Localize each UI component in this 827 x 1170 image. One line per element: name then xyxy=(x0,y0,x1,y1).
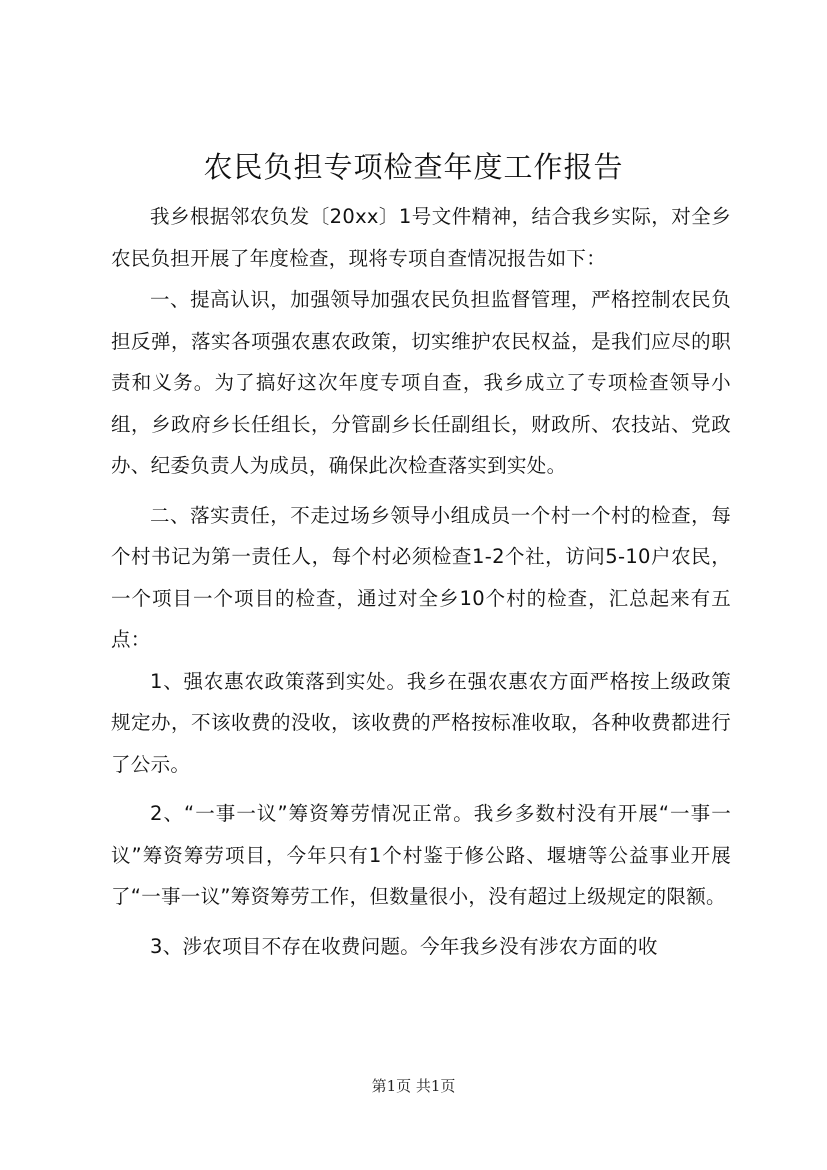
paragraph-point-2: 2、“一事一议”筹资筹劳情况正常。我乡多数村没有开展“一事一议”筹资筹劳项目，今年只有1个村鉴于修公路、堰塘等公益事业开展了“一事一议”筹资筹劳工作，但数量很小，没有超过上级规定的限额。 xyxy=(111,802,731,908)
paragraph-point-1: 1、强农惠农政策落到实处。我乡在强农惠农方面严格按上级政策规定办，不该收费的没收，该收费的严格按标准收取，各种收费都进行了公示。 xyxy=(111,669,731,776)
document-body xyxy=(111,196,731,967)
page-footer: 第1页 共1页 xyxy=(371,1077,456,1095)
document-title: 农民负担专项检查年度工作报告 xyxy=(203,150,624,184)
paragraph-point-3: 3、涉农项目不存在收费问题。今年我乡没有涉农方面的收 xyxy=(150,934,658,958)
paragraph-section-1: 一、提高认识，加强领导加强农民负担监督管理，严格控制农民负担反弹，落实各项强农惠农政策，切实维护农民权益，是我们应尽的职责和义务。为了搞好这次年度专项自查，我乡成立了专项检查领导小组，乡政府乡长任组长，分管副乡长任副组长，财政所、农技站、党政办、纪委负责人为成员，确保此次检查落实到实处。 xyxy=(111,288,731,477)
paragraph-intro: 我乡根据邻农负发〔20xx〕1号文件精神，结合我乡实际，对全乡农民负担开展了年度检查，现将专项自查情况报告如下： xyxy=(111,205,731,270)
paragraph-section-2: 二、落实责任，不走过场乡领导小组成员一个村一个村的检查，每个村书记为第一责任人，每个村必须检查1-2个社，访问5-10户农民，一个项目一个项目的检查，通过对全乡10个村的检查，汇总起来有五点： xyxy=(111,503,731,651)
